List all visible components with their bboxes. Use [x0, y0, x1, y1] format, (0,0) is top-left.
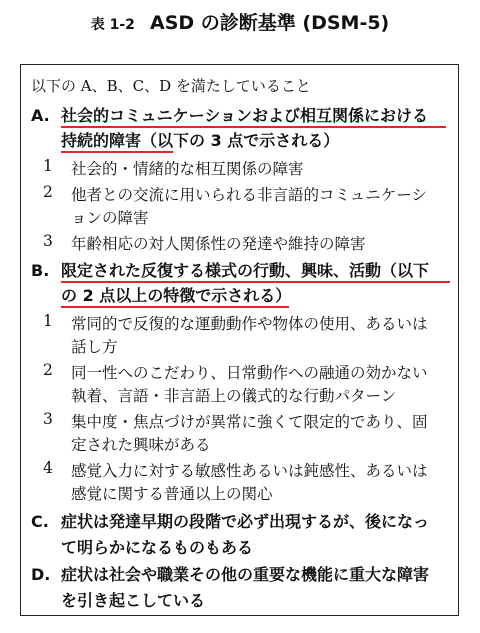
list-item-continuation: 執着、言語・非言語上の儀式的な行動パターン [71, 387, 397, 405]
section-c-letter: C. [31, 512, 49, 531]
section-a-line2: 持続的障害（以下の 3 点で示される） [61, 131, 340, 150]
section-c-line2: て明らかになるものもある [61, 538, 254, 557]
section-d-heading [31, 562, 429, 585]
section-b-line1: 限定された反復する様式の行動、興味、活動（以下 [61, 261, 430, 280]
list-item-continuation: 感覚に関する普通以上の関心 [71, 485, 273, 503]
section-a-line1: 社会的コミュニケーションおよび相互関係における [61, 106, 429, 125]
section-d-letter: D. [31, 565, 51, 584]
table-heading: ASD の診断基準 (DSM-5) [150, 12, 390, 34]
section-b-underline-2 [61, 306, 289, 308]
intro-text: 以下の A、B、C、D を満たしていること [31, 77, 311, 95]
section-b-letter: B. [31, 261, 50, 280]
list-item-continuation: 話し方 [71, 338, 118, 356]
criteria-box: 以下の A、B、C、D を満たしていること A. 社会的コミュニケーションおよび相互関係における 持続的障害（以下の 3 点で示される） 1 社会的・情緒的な相互関係の障害 2 他者との交流に用いられる非言語的コミュニケーシ ョンの障害 3 年齢相応の対人関係性の発達や維持の障害 B. 限定された反復する様式の行動、興味、活動（以下 の 2 点以上の特徴で示される） 1 常同的で反復的な運動動作や物体の使用、あるいは 話し方 2 同一性へのこだわり、日常動作への融通の効かない 執着、言語・非言語上の儀式的な行動パターン 3 集中度・焦点づけが異常に強くて限定的であり、固 定された興味がある 4 感覚入力に対する敏感性あるいは鈍感性、あるいは 感覚に関する普通以上の関心 C. 症状は発達早期の段階で必ず出現するが、後になっ て明らかになるものもある D. 症状は社会や職業その他の重要な機能に重大な障害 を引き起こしている [20, 64, 459, 616]
section-a-letter: A. [31, 106, 50, 125]
section-d-line2: を引き起こしている [61, 591, 206, 610]
section-b-line2: の 2 点以上の特徴で示される） [61, 286, 292, 305]
section-a-heading [31, 103, 428, 126]
list-item-continuation: 定された興味がある [71, 436, 211, 454]
table-number: 表 1-2 [90, 17, 135, 33]
section-c-heading [31, 509, 429, 532]
section-c-line1: 症状は発達早期の段階で必ず出現するが、後になっ [61, 512, 430, 531]
section-a-underline-2 [61, 151, 173, 153]
section-d-line1: 症状は社会や職業その他の重要な機能に重大な障害 [61, 565, 430, 584]
table-title [0, 8, 480, 35]
section-b-heading [31, 258, 429, 281]
list-item-continuation: ョンの障害 [71, 209, 149, 227]
